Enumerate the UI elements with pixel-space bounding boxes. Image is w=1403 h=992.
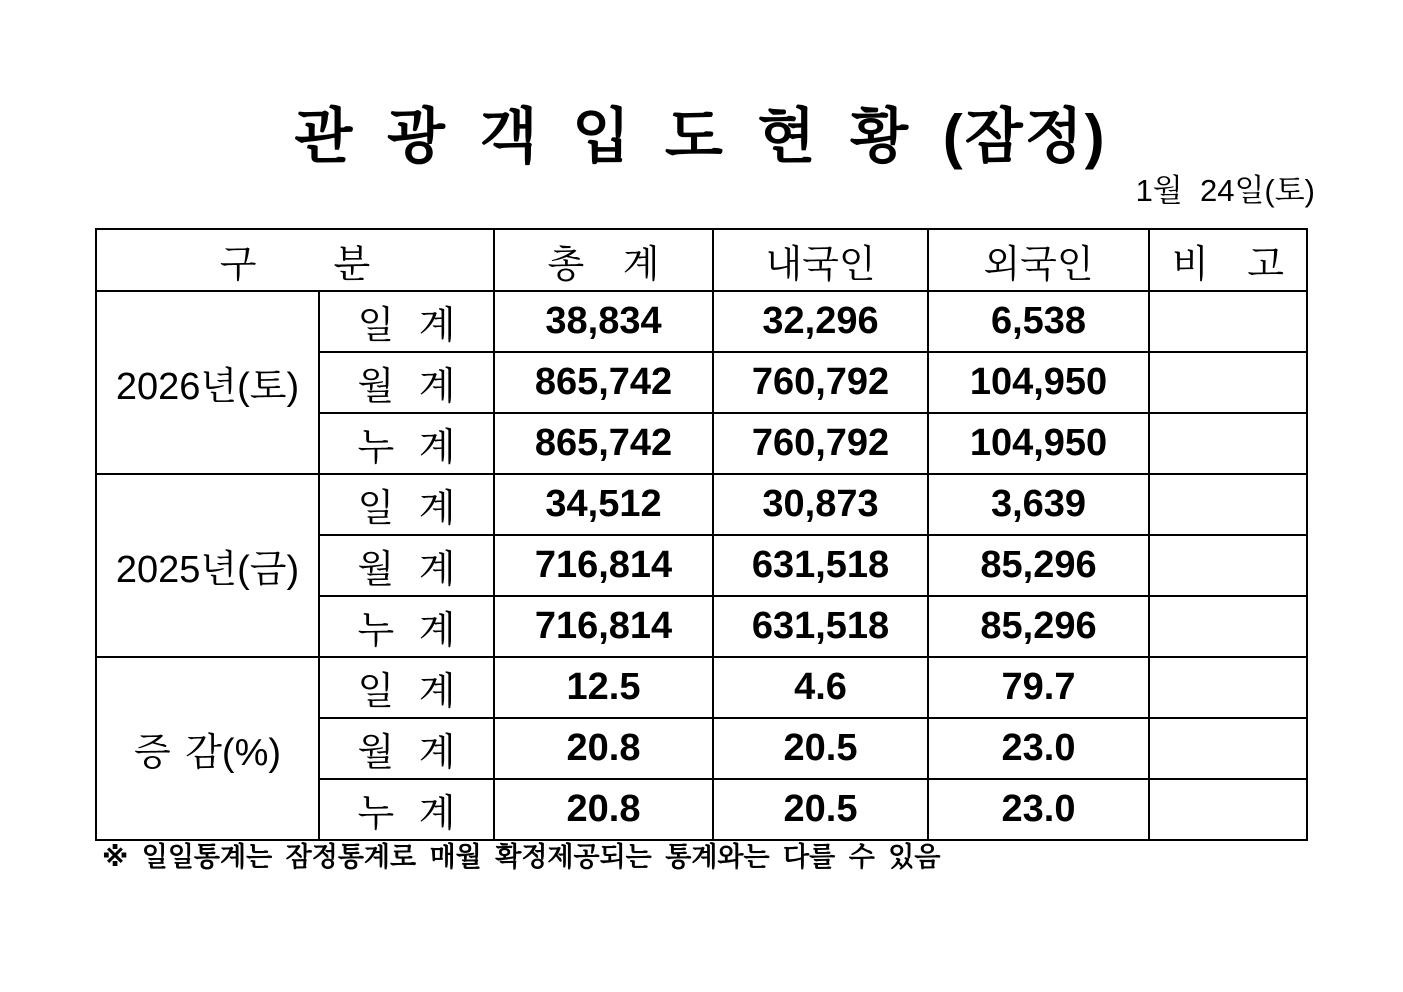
cell-remarks [1149,535,1307,596]
cell-domestic: 32,296 [713,291,928,352]
cell-domestic: 4.6 [713,657,928,718]
cell-remarks [1149,657,1307,718]
cell-total: 716,814 [494,535,713,596]
cell-foreign: 104,950 [928,413,1149,474]
footnote: ※ 일일통계는 잠정통계로 매월 확정제공되는 통계와는 다를 수 있음 [102,842,941,872]
row-label: 일 계 [319,657,494,718]
cell-total: 12.5 [494,657,713,718]
cell-domestic: 20.5 [713,718,928,779]
report-date: 1월 24일(토) [1135,173,1315,208]
row-label: 월 계 [319,535,494,596]
row-label: 월 계 [319,718,494,779]
cell-remarks [1149,352,1307,413]
cell-remarks [1149,779,1307,840]
cell-remarks [1149,596,1307,657]
cell-total: 865,742 [494,413,713,474]
row-label: 월 계 [319,352,494,413]
row-label: 일 계 [319,474,494,535]
table-row [96,291,1307,352]
cell-remarks [1149,474,1307,535]
cell-foreign: 6,538 [928,291,1149,352]
cell-foreign: 23.0 [928,779,1149,840]
row-label: 누 계 [319,413,494,474]
cell-total: 20.8 [494,779,713,840]
cell-total: 38,834 [494,291,713,352]
header-remarks: 비 고 [1149,229,1307,291]
row-label: 일 계 [319,291,494,352]
cell-total: 865,742 [494,352,713,413]
cell-foreign: 85,296 [928,596,1149,657]
cell-foreign: 85,296 [928,535,1149,596]
row-label: 누 계 [319,779,494,840]
page-title: 관 광 객 입 도 현 황 (잠정) [294,103,1107,170]
cell-foreign: 79.7 [928,657,1149,718]
cell-remarks [1149,291,1307,352]
cell-domestic: 631,518 [713,596,928,657]
cell-domestic: 20.5 [713,779,928,840]
cell-total: 716,814 [494,596,713,657]
table-row [96,657,1307,718]
cell-domestic: 760,792 [713,413,928,474]
cell-remarks [1149,718,1307,779]
cell-domestic: 631,518 [713,535,928,596]
tourist-arrival-table [95,228,1308,841]
header-total: 총 계 [494,229,713,291]
header-foreign: 외국인 [928,229,1149,291]
cell-foreign: 104,950 [928,352,1149,413]
cell-remarks [1149,413,1307,474]
table-header-row [96,229,1307,291]
cell-total: 20.8 [494,718,713,779]
group-label-2025: 2025년(금) [96,474,319,657]
group-label-change-pct: 증 감(%) [96,657,319,840]
group-label-2026: 2026년(토) [96,291,319,474]
cell-total: 34,512 [494,474,713,535]
header-domestic: 내국인 [713,229,928,291]
cell-domestic: 30,873 [713,474,928,535]
cell-foreign: 3,639 [928,474,1149,535]
cell-foreign: 23.0 [928,718,1149,779]
table-row [96,474,1307,535]
header-category: 구 분 [96,229,494,291]
cell-domestic: 760,792 [713,352,928,413]
row-label: 누 계 [319,596,494,657]
